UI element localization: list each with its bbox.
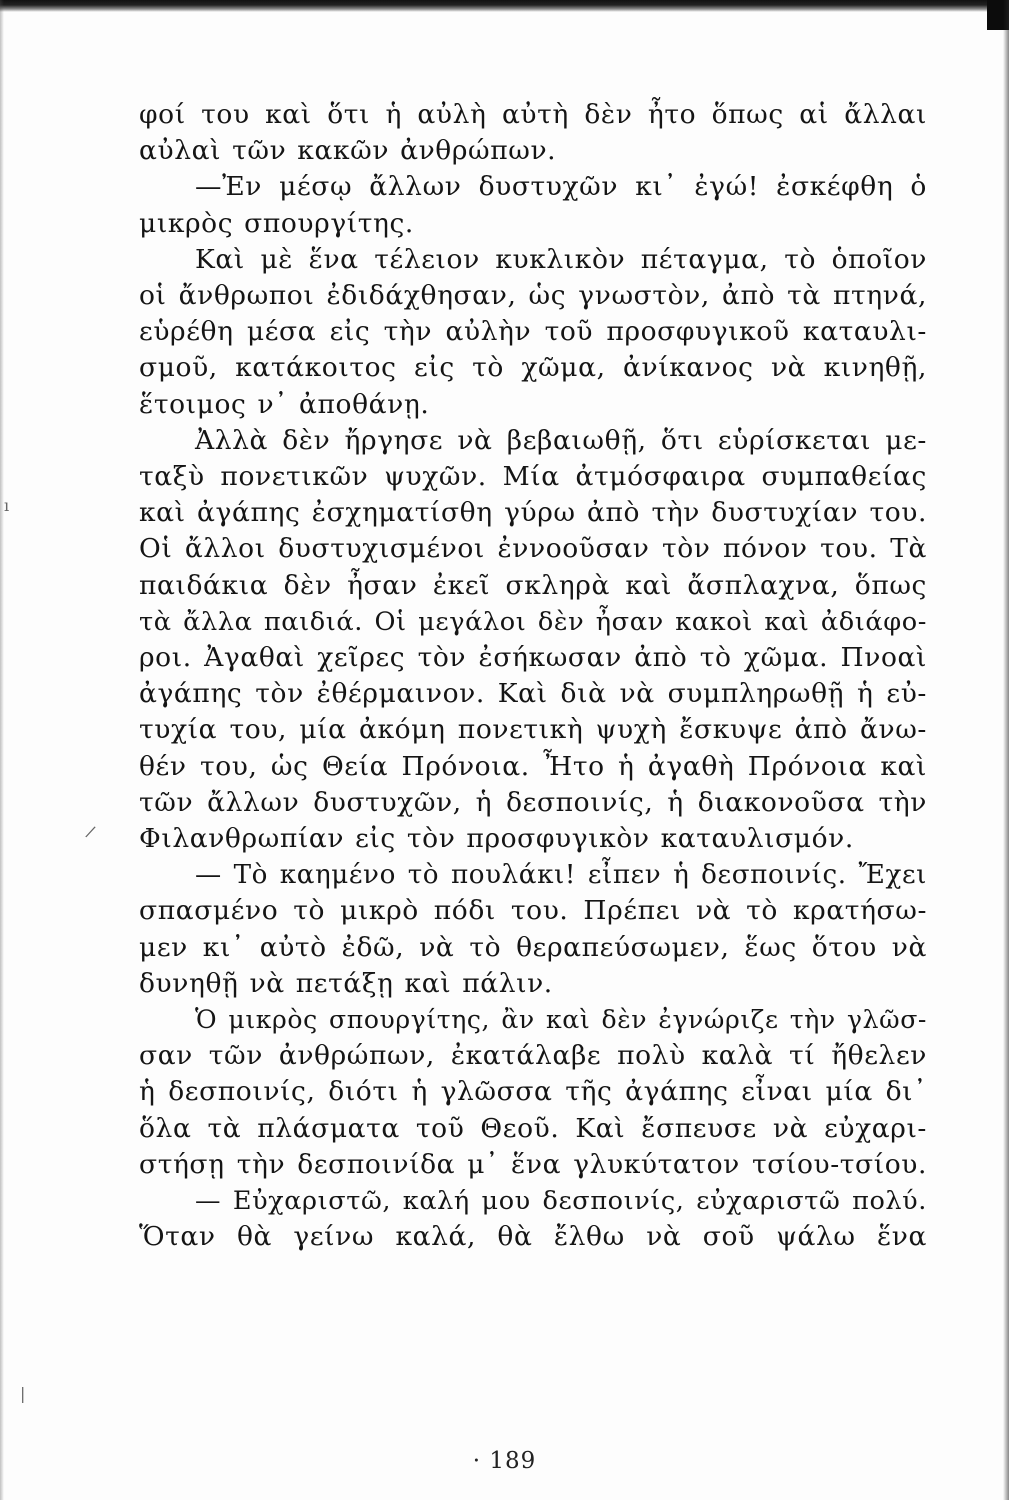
- text-line: φοί του καὶ ὅτι ἡ αὐλὴ αὐτὴ δὲν ἦτο ὅπως αἱ ἄλλαι: [139, 99, 927, 130]
- text-line: μικρὸς σπουργίτης.: [139, 207, 414, 239]
- text-line: Οἱ ἄλλοι δυστυχισμένοι ἐννοοῦσαν τὸν πόνον του. Τὰ: [139, 533, 927, 565]
- text-line: στήσῃ τὴν δεσποινίδα μ᾽ ἕνα γλυκύτατον τσίου-τσίου.: [139, 1148, 927, 1180]
- scan-left-edge: [0, 0, 4, 1500]
- text-line: μεν κι᾽ αὐτὸ ἐδῶ, νὰ τὸ θεραπεύσωμεν, ἕως ὅτου νὰ: [139, 931, 927, 963]
- text-line: ἀγάπης τὸν ἐθέρμαινον. Καὶ διὰ νὰ συμπληρωθῇ ἡ εὐ-: [139, 678, 927, 710]
- text-line: — Τὸ καημένο τὸ πουλάκι! εἶπεν ἡ δεσποινίς. Ἔχει: [195, 860, 927, 891]
- text-line: τῶν ἄλλων δυστυχῶν, ἡ δεσποινίς, ἡ διακονοῦσα τὴν: [139, 786, 927, 818]
- text-line: παιδάκια δὲν ἦσαν ἐκεῖ σκληρὰ καὶ ἄσπλαχνα, ὅπως: [139, 569, 927, 601]
- text-line: ταξὺ πονετικῶν ψυχῶν. Μία ἀτμόσφαιρα συμπαθείας: [139, 461, 927, 493]
- text-line: ροι. Ἀγαθαὶ χεῖρες τὸν ἐσήκωσαν ἀπὸ τὸ χῶμα. Πνοαὶ: [139, 642, 927, 674]
- text-line: αὐλαὶ τῶν κακῶν ἀνθρώπων.: [139, 135, 557, 167]
- text-line: σμοῦ, κατάκοιτος εἰς τὸ χῶμα, ἀνίκανος νὰ κινηθῇ,: [139, 352, 927, 384]
- text-line: — Εὐχαριστῶ, καλή μου δεσποινίς, εὐχαριστῶ πολύ.: [195, 1186, 927, 1217]
- text-line: Ὁ μικρὸς σπουργίτης, ἂν καὶ δὲν ἐγνώριζε τὴν γλῶσ-: [195, 1005, 927, 1035]
- text-line: οἱ ἄνθρωποι ἐδιδάχθησαν, ὡς γνωστὸν, ἀπὸ τὰ πτηνά,: [139, 280, 927, 312]
- text-line: σαν τῶν ἀνθρώπων, ἐκατάλαβε πολὺ καλὰ τί ἤθελεν: [139, 1040, 927, 1072]
- text-line: Ὅταν θὰ γείνω καλά, θὰ ἔλθω νὰ σοῦ ψάλω ἕνα: [139, 1221, 927, 1253]
- text-line: τυχία του, μία ἀκόμη πονετικὴ ψυχὴ ἔσκυψε ἀπὸ ἄνω-: [139, 714, 927, 746]
- margin-pencil-mark: |: [20, 1384, 26, 1403]
- text-line: τὰ ἄλλα παιδιά. Οἱ μεγάλοι δὲν ἦσαν κακοὶ καὶ ἀδιάφο-: [139, 606, 927, 637]
- text-line: —Ἐν μέσῳ ἄλλων δυστυχῶν κι᾽ ἐγώ! ἐσκέφθη ὁ: [195, 171, 927, 203]
- text-line: ἕτοιμος ν᾽ ἀποθάνῃ.: [139, 388, 430, 420]
- margin-speck: ı: [4, 496, 10, 515]
- text-line: σπασμένο τὸ μικρὸ πόδι του. Πρέπει νὰ τὸ κρατήσω-: [139, 895, 927, 927]
- scan-right-edge: [1003, 0, 1009, 1500]
- text-line: Φιλανθρωπίαν εἰς τὸν προσφυγικὸν καταυλισμόν.: [139, 823, 854, 855]
- page-number: · 189: [472, 1448, 537, 1474]
- text-line: ἡ δεσποινίς, διότι ἡ γλῶσσα τῆς ἀγάπης εἶναι μία δι᾽: [139, 1076, 927, 1108]
- text-line: Καὶ μὲ ἕνα τέλειον κυκλικὸν πέταγμα, τὸ ὁποῖον: [195, 243, 927, 275]
- text-line: δυνηθῇ νὰ πετάξῃ καὶ πάλιν.: [139, 967, 553, 999]
- text-line: θέν του, ὡς Θεία Πρόνοια. Ἦτο ἡ ἀγαθὴ Πρόνοια καὶ: [139, 750, 927, 782]
- text-line: Ἀλλὰ δὲν ἤργησε νὰ βεβαιωθῇ, ὅτι εὑρίσκεται με-: [195, 424, 927, 456]
- text-line: εὑρέθη μέσα εἰς τὴν αὐλὴν τοῦ προσφυγικοῦ καταυλι-: [139, 316, 927, 348]
- text-line: ὅλα τὰ πλάσματα τοῦ Θεοῦ. Καὶ ἔσπευσε νὰ εὐχαρι-: [139, 1112, 927, 1144]
- text-line: καὶ ἀγάπης ἐσχηματίσθη γύρω ἀπὸ τὴν δυστυχίαν του.: [139, 497, 927, 529]
- scan-top-edge: [0, 0, 1009, 12]
- page-body-text: [139, 97, 927, 1256]
- margin-pencil-mark: /: [84, 821, 98, 842]
